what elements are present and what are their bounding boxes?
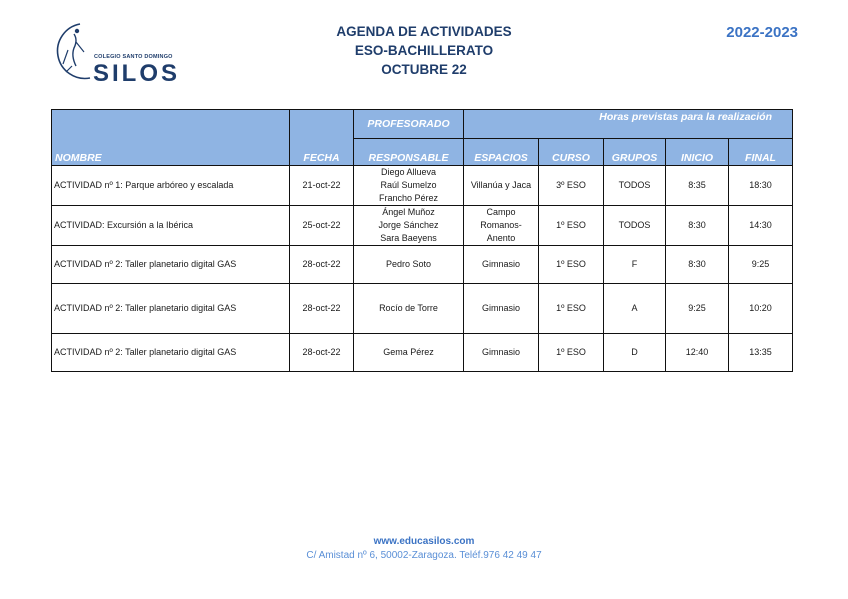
table-row: [52, 334, 793, 372]
header-inicio: INICIO: [666, 139, 729, 166]
cell-profesorado: [354, 206, 464, 246]
teacher-name: Ángel Muñoz: [382, 207, 435, 217]
cell-curso: 1º ESO: [539, 246, 604, 284]
teacher-name: Pedro Soto: [385, 259, 432, 269]
cell-nombre: ACTIVIDAD nº 2: Taller planetario digital GAS: [52, 334, 290, 372]
teacher-name: Jorge Sánchez: [378, 220, 439, 230]
cell-profesorado: [354, 246, 464, 284]
cell-final: 14:30: [729, 206, 793, 246]
cell-inicio: 9:25: [666, 284, 729, 334]
table-header-row-top: [52, 110, 793, 139]
space-line: Campo: [486, 207, 516, 217]
logo-subtitle: COLEGIO SANTO DOMINGO: [94, 54, 173, 60]
title-line-3: OCTUBRE 22: [381, 62, 467, 77]
header-profesorado: PROFESORADO: [354, 110, 464, 139]
space-line: Gimnasio: [481, 303, 520, 313]
header-espacios: ESPACIOS: [464, 139, 539, 166]
table-row: [52, 206, 793, 246]
cell-curso: 3º ESO: [539, 166, 604, 206]
cell-curso: 1º ESO: [539, 334, 604, 372]
header-final: FINAL: [729, 139, 793, 166]
teacher-name: Francho Pérez: [378, 193, 439, 203]
cell-espacios: [464, 206, 539, 246]
teacher-name: Raúl Sumelzo: [380, 180, 437, 190]
header-fecha: FECHA: [290, 139, 354, 166]
cell-fecha: 28-oct-22: [290, 284, 354, 334]
cell-profesorado: [354, 284, 464, 334]
cell-profesorado: [354, 166, 464, 206]
cell-espacios: [464, 166, 539, 206]
school-year: 2022-2023: [726, 24, 798, 41]
teacher-name: Sara Baeyens: [380, 233, 437, 243]
cell-nombre: ACTIVIDAD nº 1: Parque arbóreo y escalada: [52, 166, 290, 206]
cell-grupos: TODOS: [604, 206, 666, 246]
title-line-2: ESO-BACHILLERATO: [354, 43, 494, 58]
cell-curso: 1º ESO: [539, 206, 604, 246]
space-line: Anento: [486, 233, 516, 243]
cell-curso: 1º ESO: [539, 284, 604, 334]
website-link[interactable]: www.educasilos.com: [373, 536, 475, 547]
header-horas-previstas: Horas previstas para la realización: [464, 110, 793, 139]
space-line: Romanos-: [480, 220, 522, 230]
header-grupos: GRUPOS: [604, 139, 666, 166]
cell-inicio: 8:30: [666, 246, 729, 284]
logo-wordmark: SILOS: [93, 60, 181, 87]
cell-nombre: ACTIVIDAD: Excursión a la Ibérica: [52, 206, 290, 246]
header-nombre: NOMBRE: [52, 139, 290, 166]
cell-final: 10:20: [729, 284, 793, 334]
space-line: Gimnasio: [481, 259, 520, 269]
cell-grupos: TODOS: [604, 166, 666, 206]
cell-grupos: D: [604, 334, 666, 372]
cell-profesorado: [354, 334, 464, 372]
space-line: Villanúa y Jaca: [470, 180, 532, 190]
title-line-1: AGENDA DE ACTIVIDADES: [336, 24, 512, 39]
table-header-row: [52, 139, 793, 166]
table-row: [52, 166, 793, 206]
cell-inicio: 12:40: [666, 334, 729, 372]
header-curso: CURSO: [539, 139, 604, 166]
activities-table: [51, 109, 793, 372]
teacher-name: Rocío de Torre: [379, 303, 438, 313]
cell-inicio: 8:30: [666, 206, 729, 246]
header-responsable: RESPONSABLE: [354, 139, 464, 166]
table-row: [52, 246, 793, 284]
teacher-name: Diego Allueva: [380, 167, 437, 177]
cell-grupos: F: [604, 246, 666, 284]
cell-final: 9:25: [729, 246, 793, 284]
cell-final: 13:35: [729, 334, 793, 372]
cell-inicio: 8:35: [666, 166, 729, 206]
space-line: Gimnasio: [481, 347, 520, 357]
document-title: [300, 22, 548, 79]
cell-espacios: [464, 334, 539, 372]
cell-espacios: [464, 284, 539, 334]
school-logo: [50, 20, 180, 86]
teacher-name: Gema Pérez: [383, 347, 434, 357]
cell-fecha: 21-oct-22: [290, 166, 354, 206]
school-address: C/ Amistad nº 6, 50002-Zaragoza. Teléf.976 42 49 47: [306, 550, 542, 561]
cell-grupos: A: [604, 284, 666, 334]
table-row: [52, 284, 793, 334]
cell-nombre: ACTIVIDAD nº 2: Taller planetario digital GAS: [52, 284, 290, 334]
cell-espacios: [464, 246, 539, 284]
cell-final: 18:30: [729, 166, 793, 206]
cell-nombre: ACTIVIDAD nº 2: Taller planetario digital GAS: [52, 246, 290, 284]
cell-fecha: 28-oct-22: [290, 246, 354, 284]
page-footer: [0, 535, 848, 563]
cell-fecha: 28-oct-22: [290, 334, 354, 372]
cell-fecha: 25-oct-22: [290, 206, 354, 246]
